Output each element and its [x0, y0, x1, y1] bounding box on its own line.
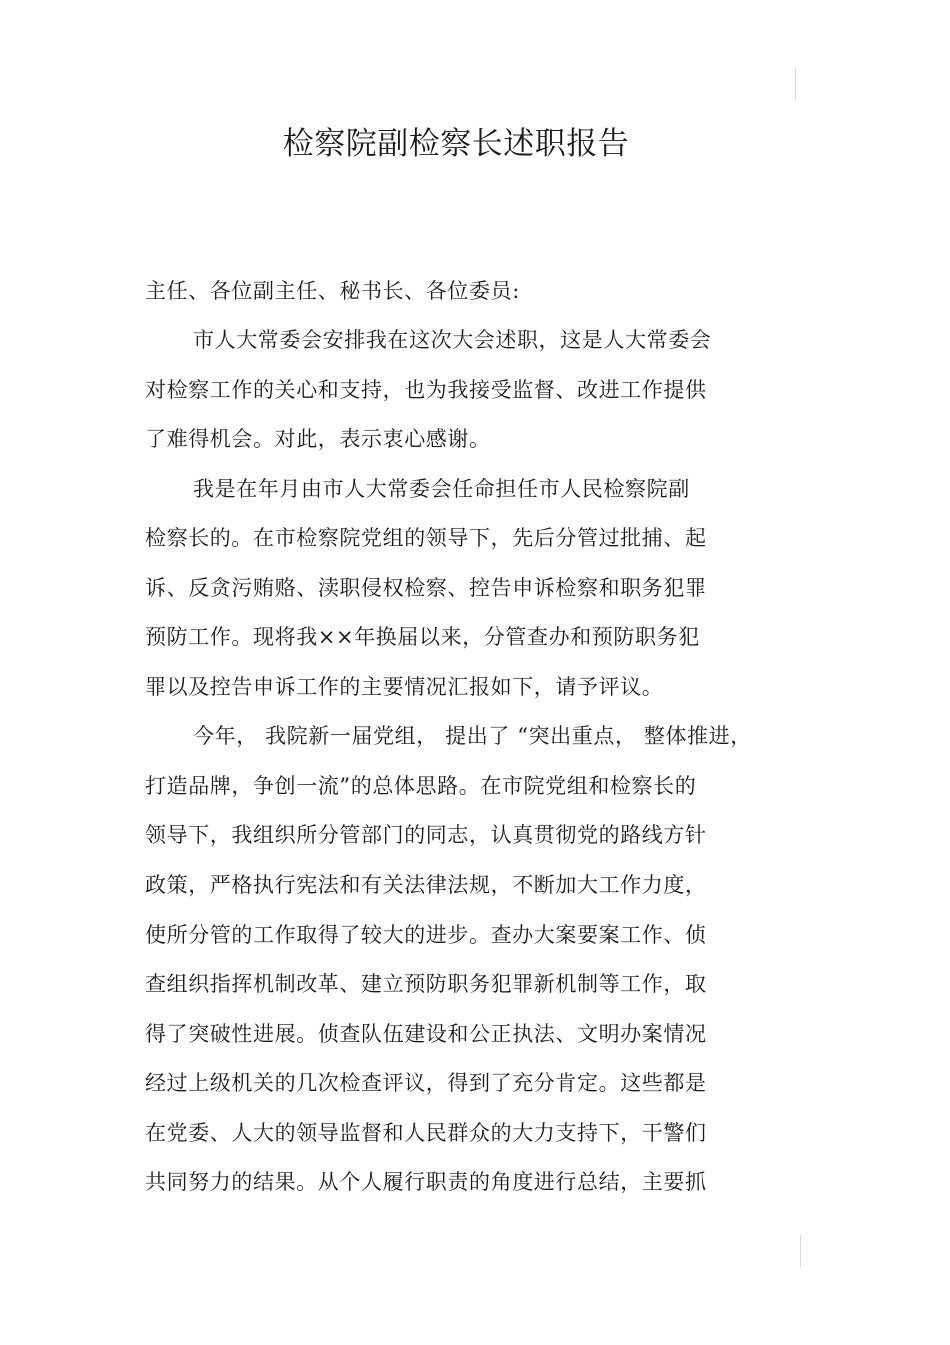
- paragraph-line: 使所分管的工作取得了较大的进步。查办大案要案工作、侦: [145, 923, 707, 947]
- page-corner-mark-top: [795, 68, 796, 100]
- salutation-line: 主任、各位副主任、秘书长、各位委员:: [145, 279, 520, 303]
- paragraph-line: 罪以及控告申诉工作的主要情况汇报如下，请予评议。: [145, 675, 664, 699]
- page-corner-mark-bottom: [800, 1235, 801, 1267]
- paragraph-line: 对检察工作的关心和支持，也为我接受监督、改进工作提供: [145, 378, 707, 402]
- paragraph-line: 领导下，我组织所分管部门的同志，认真贯彻党的路线方针: [145, 823, 707, 847]
- paragraph-line: 查组织指挥机制改革、建立预防职务犯罪新机制等工作，取: [145, 972, 707, 996]
- paragraph-line: 我是在年月由市人大常委会任命担任市人民检察院副: [193, 477, 690, 501]
- paragraph-line: 诉、反贪污贿赂、渎职侵权检察、控告申诉检察和职务犯罪: [145, 576, 707, 600]
- paragraph-line: 检察长的。在市检察院党组的领导下，先后分管过批捕、起: [145, 526, 707, 550]
- paragraph-line: 经过上级机关的几次检查评议，得到了充分肯定。这些都是: [145, 1071, 707, 1095]
- paragraph-line: 打造品牌，争创一流”的总体思路。在市院党组和检察长的: [145, 774, 697, 798]
- paragraph-line: 政策，严格执行宪法和有关法律法规，不断加大工作力度，: [145, 873, 707, 897]
- document-title: 检察院副检察长述职报告: [282, 126, 630, 162]
- paragraph-line: 在党委、人大的领导监督和人民群众的大力支持下，干警们: [145, 1121, 707, 1145]
- paragraph-line: 今年， 我院新一届党组， 提出了 “突出重点， 整体推进，: [193, 724, 752, 748]
- paragraph-line: 得了突破性进展。侦查队伍建设和公正执法、文明办案情况: [145, 1022, 707, 1046]
- paragraph-line: 了难得机会。对此，表示衷心感谢。: [145, 427, 491, 451]
- paragraph-line: 预防工作。现将我××年换届以来，分管查办和预防职务犯: [145, 625, 700, 649]
- paragraph-line: 共同努力的结果。从个人履行职责的角度进行总结，主要抓: [145, 1170, 707, 1194]
- paragraph-line: 市人大常委会安排我在这次大会述职，这是人大常委会: [193, 328, 712, 352]
